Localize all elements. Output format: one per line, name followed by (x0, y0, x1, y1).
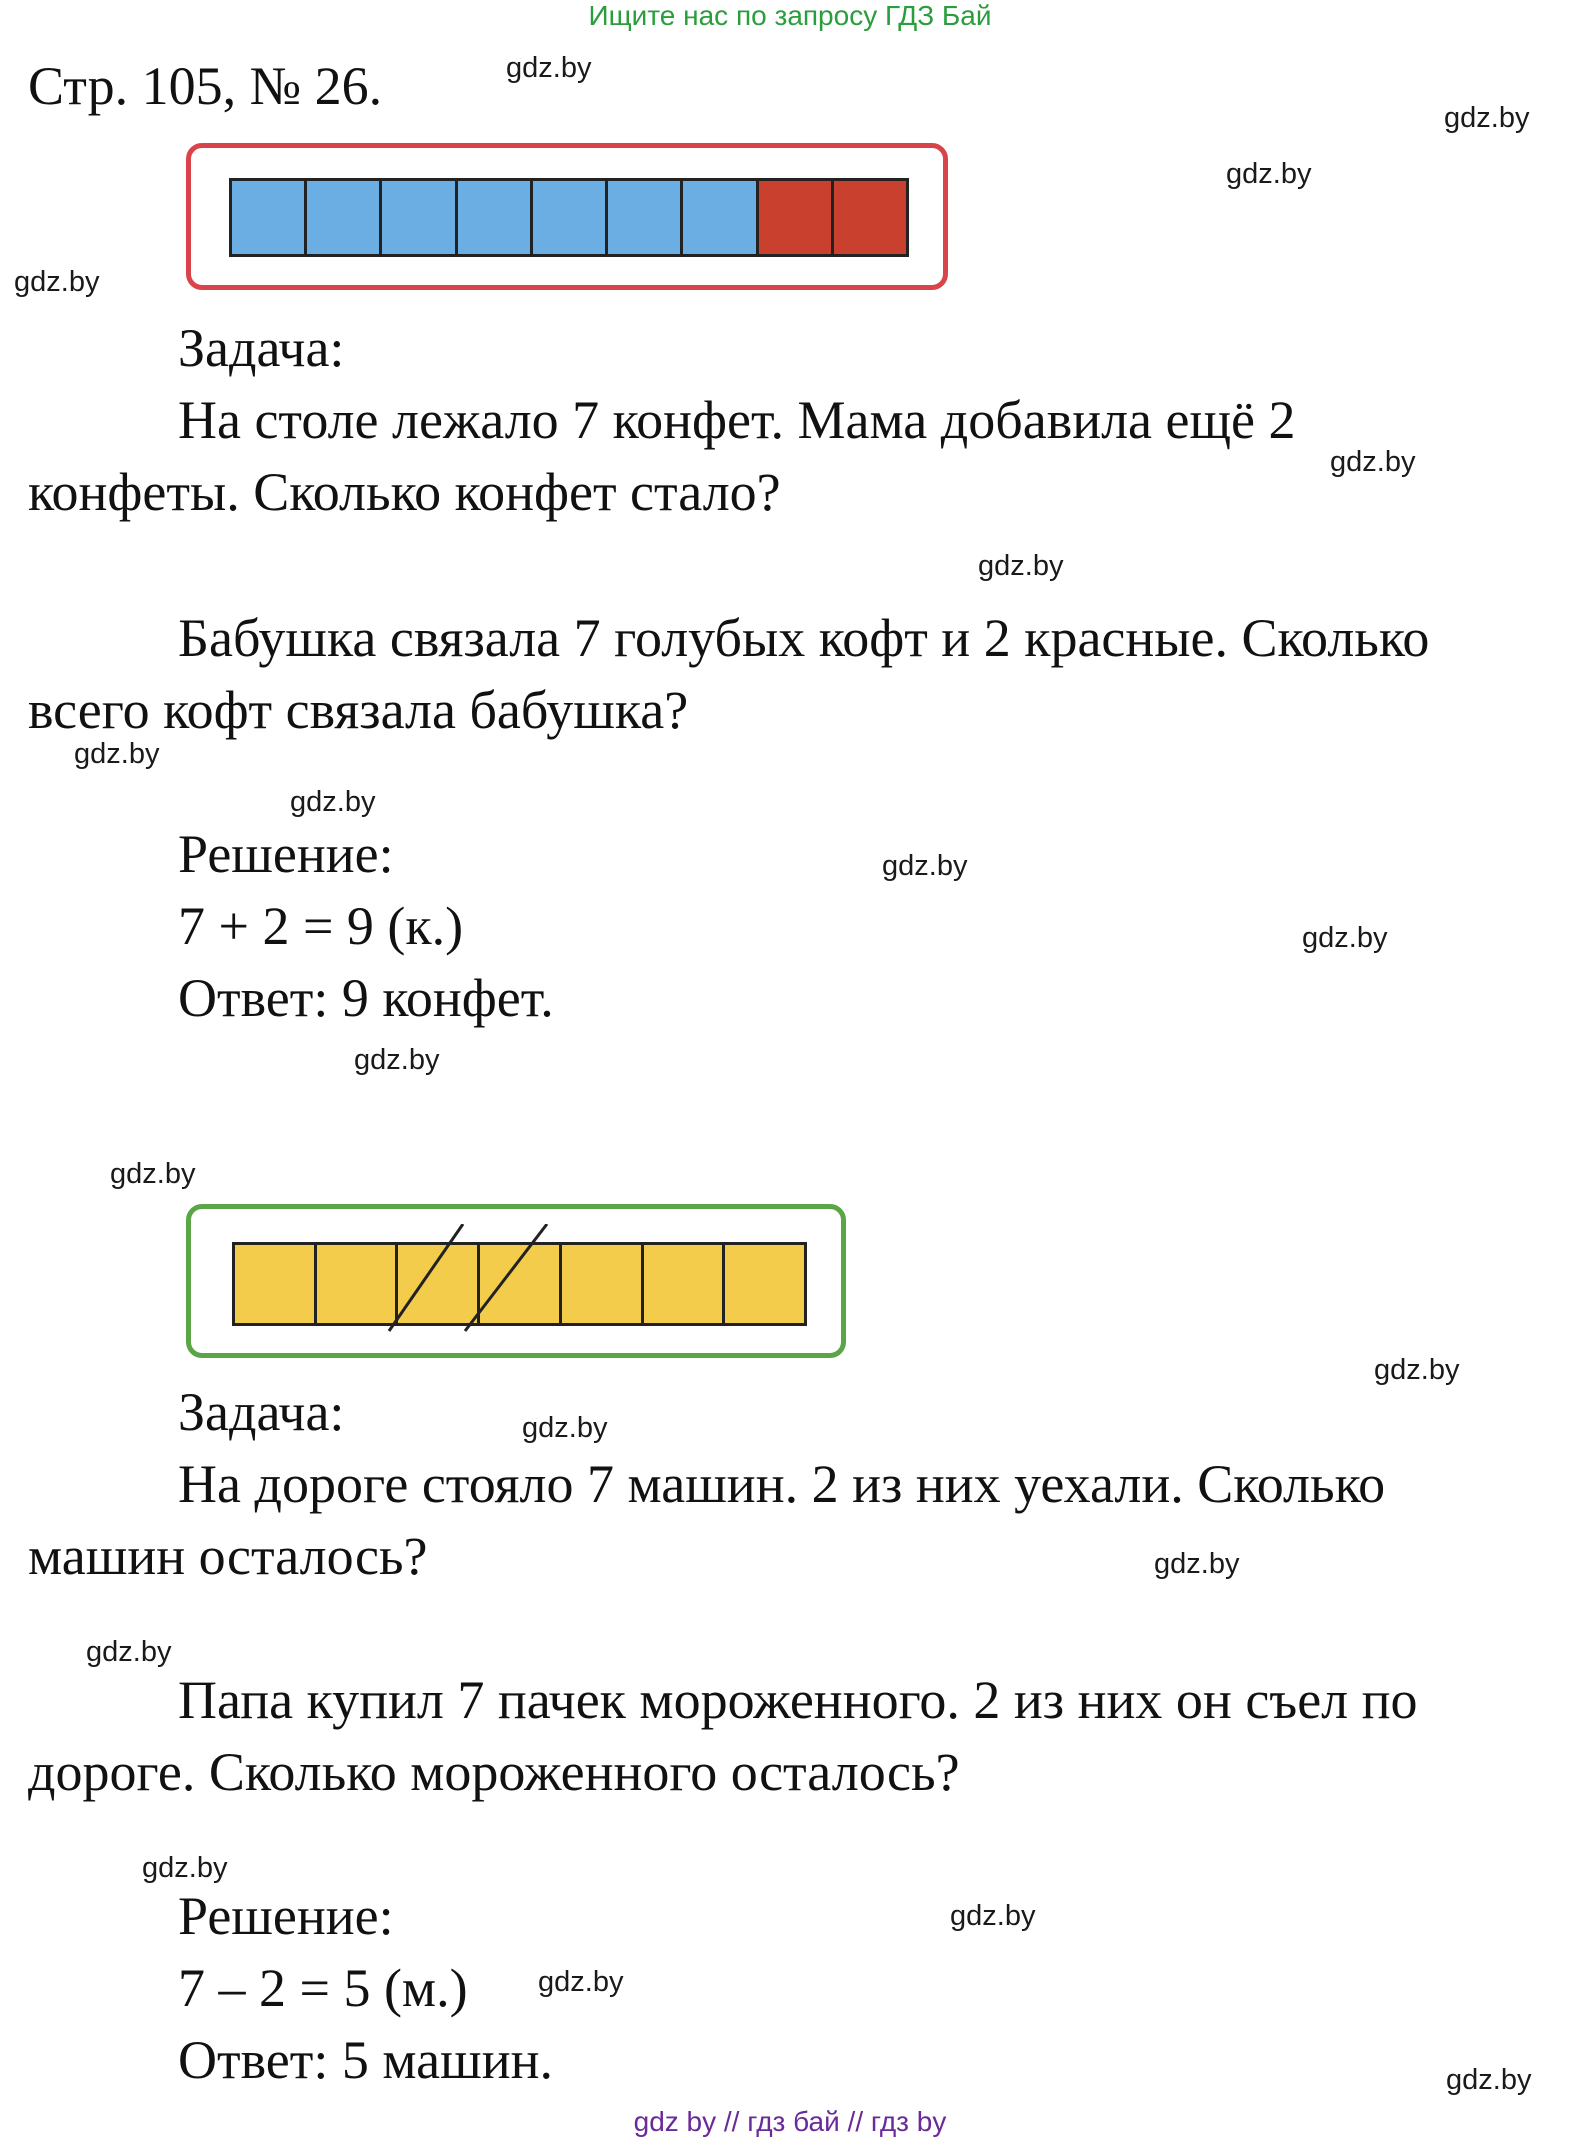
cross-out-line-2 (465, 1224, 547, 1331)
watermark: gdz.by (978, 550, 1064, 582)
watermark: gdz.by (86, 1636, 172, 1668)
alt-task-2-line2: дороге. Сколько мороженного осталось? (28, 1742, 960, 1802)
answer-2: Ответ: 5 машин. (178, 2030, 553, 2090)
watermark: gdz.by (950, 1900, 1036, 1932)
watermark: gdz.by (142, 1852, 228, 1884)
blue-cell (307, 181, 382, 254)
bottom-banner: gdz by // гдз бай // гдз by (633, 2106, 947, 2137)
task-text-2-line1: На дороге стояло 7 машин. 2 из них уехали. Сколько (178, 1454, 1386, 1514)
diagram-subtraction-frame (186, 1204, 846, 1358)
watermark: gdz.by (882, 850, 968, 882)
alt-task-1-line2: всего кофт связала бабушка? (28, 680, 689, 740)
solution-label-1: Решение: (178, 824, 394, 884)
watermark: gdz.by (538, 1966, 624, 1998)
task-label-2: Задача: (178, 1382, 345, 1442)
watermark: gdz.by (14, 266, 100, 298)
watermark: gdz.by (1446, 2064, 1532, 2096)
cross-out-line-1 (389, 1224, 463, 1331)
cross-out-lines (232, 1224, 807, 1349)
task-label-1: Задача: (178, 318, 345, 378)
watermark: gdz.by (290, 786, 376, 818)
task-text-2-line2: машин осталось? (28, 1526, 428, 1586)
top-banner: Ищите нас по запросу ГДЗ Бай (588, 0, 992, 31)
blue-cell (382, 181, 457, 254)
watermark: gdz.by (354, 1044, 440, 1076)
watermark: gdz.by (1374, 1354, 1460, 1386)
watermark: gdz.by (110, 1158, 196, 1190)
watermark: gdz.by (1226, 158, 1312, 190)
alt-task-1-line1: Бабушка связала 7 голубых кофт и 2 красные. Сколько (178, 608, 1430, 668)
addition-strip (229, 178, 909, 257)
blue-cell (683, 181, 758, 254)
equation-2: 7 – 2 = 5 (м.) (178, 1958, 468, 2018)
blue-cell (458, 181, 533, 254)
watermark: gdz.by (522, 1412, 608, 1444)
alt-task-2-line1: Папа купил 7 пачек мороженного. 2 из них он съел по (178, 1670, 1418, 1730)
blue-cell (232, 181, 307, 254)
watermark: gdz.by (1154, 1548, 1240, 1580)
equation-1: 7 + 2 = 9 (к.) (178, 896, 464, 956)
red-cell (834, 181, 906, 254)
watermark: gdz.by (506, 52, 592, 84)
answer-1: Ответ: 9 конфет. (178, 968, 554, 1028)
watermark: gdz.by (1302, 922, 1388, 954)
task-text-1-line2: конфеты. Сколько конфет стало? (28, 462, 781, 522)
solution-label-2: Решение: (178, 1886, 394, 1946)
watermark: gdz.by (74, 738, 160, 770)
task-text-1-line1: На столе лежало 7 конфет. Мама добавила ещё 2 (178, 390, 1296, 450)
red-cell (759, 181, 834, 254)
page-heading: Стр. 105, № 26. (28, 56, 383, 116)
blue-cell (533, 181, 608, 254)
diagram-addition-frame (186, 143, 948, 290)
watermark: gdz.by (1444, 102, 1530, 134)
watermark: gdz.by (1330, 446, 1416, 478)
blue-cell (608, 181, 683, 254)
